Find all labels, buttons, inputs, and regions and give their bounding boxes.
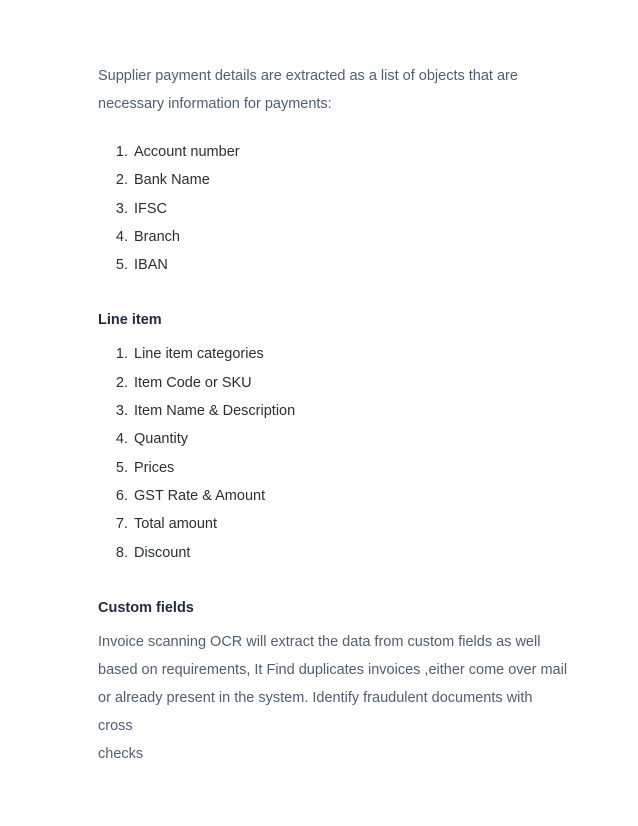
paragraph-line: Invoice scanning OCR will extract the data from custom fields as well	[98, 633, 541, 650]
line-item-heading: Line item	[98, 312, 162, 329]
custom-fields-paragraph	[98, 628, 568, 768]
intro-line: Supplier payment details are extracted as a list of objects that are	[98, 68, 518, 84]
list-item-text: Bank Name	[134, 172, 210, 189]
list-item-text: GST Rate & Amount	[134, 487, 266, 504]
list-item-text: Item Name & Description	[134, 403, 296, 420]
list-item	[98, 510, 568, 538]
payment-details-list	[98, 138, 568, 279]
list-item	[98, 425, 568, 453]
list-number: 3.	[115, 200, 128, 217]
list-number: 8.	[115, 544, 128, 561]
list-number: 7.	[115, 516, 128, 533]
custom-fields-heading: Custom fields	[98, 599, 194, 616]
line-item-list	[98, 340, 568, 566]
list-number: 6.	[115, 487, 128, 504]
list-item	[98, 482, 568, 510]
list-item-text: Quantity	[134, 431, 188, 448]
list-item-text: IBAN	[134, 257, 168, 274]
list-item	[98, 454, 568, 482]
list-number: 5.	[115, 257, 128, 274]
paragraph-line: based on requirements, It Find duplicates invoices ,either come over mail	[98, 661, 568, 678]
list-item-text: Account number	[134, 144, 240, 160]
list-number: 3.	[115, 403, 128, 420]
document-page	[98, 62, 568, 768]
list-number: 1.	[115, 346, 128, 363]
list-item	[98, 539, 568, 567]
list-number: 2.	[115, 374, 128, 391]
list-item	[98, 166, 568, 194]
list-item	[98, 195, 568, 223]
list-number: 1.	[115, 144, 128, 160]
list-item-text: IFSC	[134, 200, 168, 217]
list-number: 5.	[115, 459, 128, 476]
list-item	[98, 369, 568, 397]
list-item	[98, 397, 568, 425]
list-item-text: Branch	[134, 228, 180, 245]
list-item-text: Line item categories	[134, 346, 264, 363]
list-item	[98, 223, 568, 251]
list-item	[98, 340, 568, 368]
list-item-text: Total amount	[134, 516, 218, 533]
list-item-text: Item Code or SKU	[134, 374, 252, 391]
list-number: 4.	[115, 431, 128, 448]
intro-paragraph	[98, 62, 568, 118]
paragraph-line: checks	[98, 745, 144, 762]
list-item	[98, 138, 568, 166]
list-number: 2.	[115, 172, 128, 189]
list-item	[98, 251, 568, 279]
list-item-text: Discount	[134, 544, 191, 561]
list-number: 4.	[115, 228, 128, 245]
intro-line: necessary information for payments:	[98, 96, 332, 112]
list-item-text: Prices	[134, 459, 175, 476]
paragraph-line: or already present in the system. Identify fraudulent documents with cross	[98, 689, 533, 734]
